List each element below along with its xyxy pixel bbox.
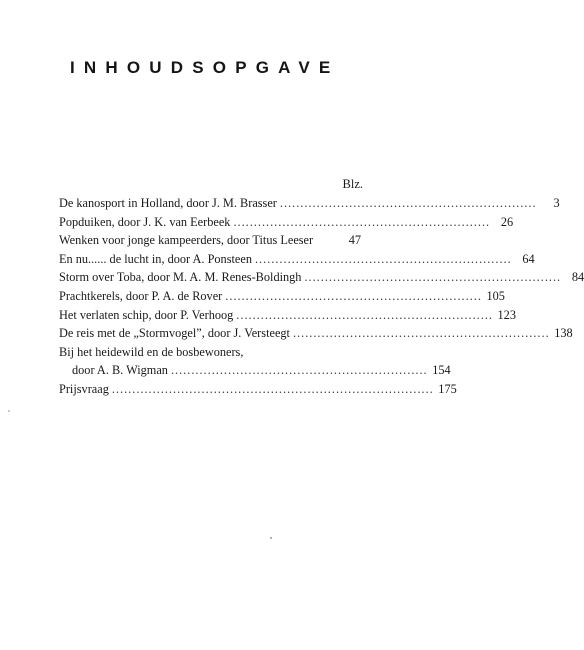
leader-dots: ............................................................... bbox=[236, 307, 493, 322]
toc-entry-11 bbox=[59, 380, 457, 399]
toc-entry-8 bbox=[59, 324, 573, 343]
toc-entry-title: De kanosport in Holland, door J. M. Brasser bbox=[59, 196, 277, 210]
toc-entry-title: Het verlaten schip, door P. Verhoog bbox=[59, 307, 234, 322]
toc-entry-page: 64 bbox=[522, 251, 535, 266]
toc-entry-page: 138 bbox=[554, 326, 573, 341]
toc-entry-10 bbox=[59, 361, 451, 380]
toc-entry-2 bbox=[59, 213, 514, 232]
page-column-label: Blz. bbox=[342, 177, 363, 191]
toc-entry-page: 123 bbox=[497, 307, 516, 322]
leader-dots: ............................................................... bbox=[279, 196, 537, 210]
leader-dots: ............................................................................... bbox=[111, 381, 434, 396]
toc-entry-title: Prijsvraag bbox=[59, 381, 109, 396]
toc-entry-page: 175 bbox=[438, 381, 457, 396]
toc-entry-page: 84 bbox=[571, 270, 584, 285]
toc-entry-page: 26 bbox=[500, 214, 514, 229]
leader-dots: ............................................................... bbox=[225, 288, 482, 303]
toc-entry-9 bbox=[59, 343, 361, 362]
toc-entry-title: En nu...... de lucht in, door A. Ponsteen bbox=[59, 251, 252, 266]
toc-entry-title: Storm over Toba, door M. A. M. Renes-Boldingh bbox=[59, 270, 302, 285]
toc-entry-title: door A. B. Wigman bbox=[72, 363, 168, 378]
page-title: INHOUDSOPGAVE bbox=[70, 58, 340, 77]
leader-dots: ............................................................... bbox=[254, 251, 512, 266]
paper-speck bbox=[8, 410, 10, 412]
leader-dots: ............................................................... bbox=[292, 326, 550, 341]
leader-dots: ............................................................... bbox=[170, 363, 428, 378]
leader-dots: ............................................................... bbox=[304, 270, 562, 285]
toc-entry-title: De reis met de „Stormvogel”, door J. Versteegt bbox=[59, 326, 290, 341]
toc-entry-title: Popduiken, door J. K. van Eerbeek bbox=[59, 214, 231, 229]
toc-entry-6 bbox=[59, 287, 505, 306]
toc-entry-page: 154 bbox=[432, 363, 451, 378]
toc-entry-title: Wenken voor jonge kampeerders, door Titus Leeser bbox=[59, 233, 314, 248]
toc-entry-title: Bij het heidewild en de bosbewoners, bbox=[59, 344, 244, 359]
toc-entry-title: Prachtkerels, door P. A. de Rover bbox=[59, 288, 223, 303]
toc-entry-4 bbox=[59, 250, 535, 269]
toc-entry-page: 3 bbox=[553, 196, 560, 210]
toc-entry-3 bbox=[59, 231, 361, 250]
toc-entry-1 bbox=[59, 194, 560, 213]
table-of-contents bbox=[59, 194, 584, 399]
toc-entry-page: 47 bbox=[348, 233, 361, 248]
toc-entry-7 bbox=[59, 306, 516, 325]
leader-dots: ............................................................... bbox=[233, 214, 491, 229]
paper-speck bbox=[270, 537, 272, 539]
toc-entry-page: 105 bbox=[486, 288, 505, 303]
toc-entry-5 bbox=[59, 268, 584, 287]
